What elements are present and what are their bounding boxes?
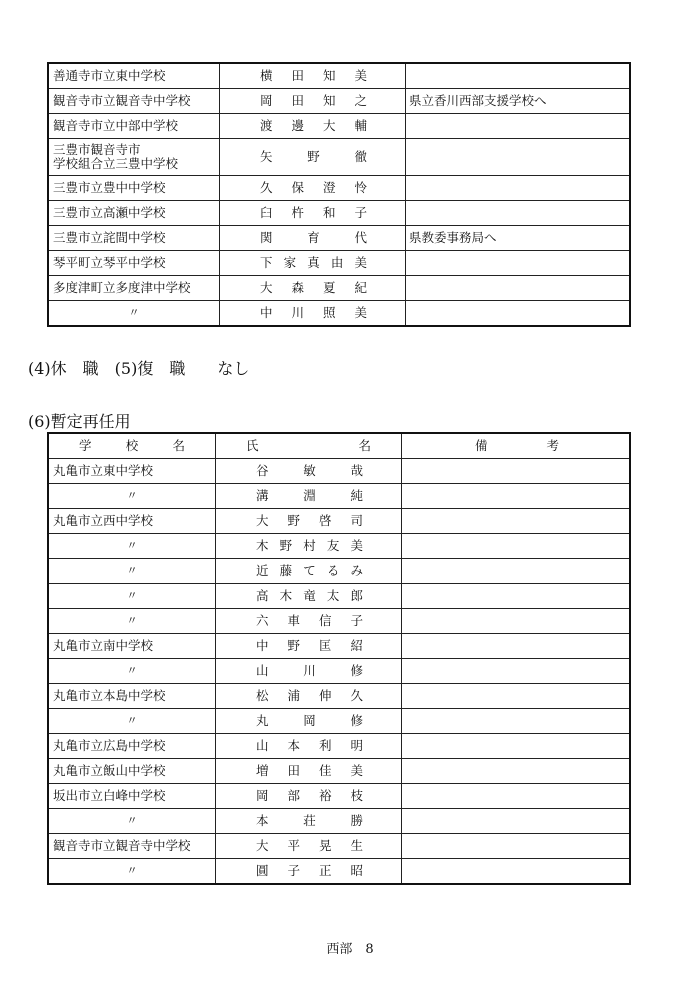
school-cell: 善通寺市立東中学校 — [48, 63, 220, 89]
remark-cell — [402, 684, 631, 709]
name-cell: 大 平 晃 生 — [216, 834, 402, 859]
name-cell: 岡 田 知 之 — [220, 89, 406, 114]
school-cell: 〃 — [48, 484, 216, 509]
remark-cell — [402, 634, 631, 659]
name-cell: 圓 子 正 昭 — [216, 859, 402, 885]
remark-cell: 県教委事務局へ — [406, 226, 631, 251]
school-cell: 丸亀市立南中学校 — [48, 634, 216, 659]
page-footer: 西部 8 — [326, 942, 374, 957]
table-row — [48, 659, 630, 684]
school-cell: 丸亀市立広島中学校 — [48, 734, 216, 759]
table-row — [48, 609, 630, 634]
school-cell: 丸亀市立本島中学校 — [48, 684, 216, 709]
table-row — [48, 859, 630, 885]
name-cell: 木 野 村 友 美 — [216, 534, 402, 559]
school-cell: 観音寺市立観音寺中学校 — [48, 89, 220, 114]
name-cell: 丸 岡 修 — [216, 709, 402, 734]
remark-cell — [402, 509, 631, 534]
reappointment-table — [47, 432, 631, 885]
section-heading-leave-return: (4)休 職 (5)復 職 なし — [28, 359, 250, 378]
table-row — [48, 251, 630, 276]
remark-cell — [402, 534, 631, 559]
remark-cell — [406, 276, 631, 301]
remark-cell — [406, 301, 631, 327]
school-cell: 琴平町立琴平中学校 — [48, 251, 220, 276]
name-cell: 本 荘 勝 — [216, 809, 402, 834]
remark-cell — [406, 63, 631, 89]
school-cell: 〃 — [48, 301, 220, 327]
school-cell: 三豊市立豊中中学校 — [48, 176, 220, 201]
table-row — [48, 834, 630, 859]
remark-cell — [402, 734, 631, 759]
school-cell: 〃 — [48, 609, 216, 634]
name-cell: 下 家 真 由 美 — [220, 251, 406, 276]
school-cell: 〃 — [48, 859, 216, 885]
remark-cell — [402, 834, 631, 859]
school-cell: 〃 — [48, 534, 216, 559]
table-row — [48, 89, 630, 114]
name-cell: 中 野 匡 紹 — [216, 634, 402, 659]
remark-cell — [402, 484, 631, 509]
table-row — [48, 759, 630, 784]
remark-cell — [406, 176, 631, 201]
table-row — [48, 534, 630, 559]
name-cell: 中 川 照 美 — [220, 301, 406, 327]
name-cell: 大 野 啓 司 — [216, 509, 402, 534]
name-cell: 大 森 夏 紀 — [220, 276, 406, 301]
school-cell: 丸亀市立西中学校 — [48, 509, 216, 534]
remark-cell — [406, 251, 631, 276]
name-cell: 溝 淵 純 — [216, 484, 402, 509]
table-row — [48, 509, 630, 534]
name-cell: 六 車 信 子 — [216, 609, 402, 634]
remark-cell — [402, 609, 631, 634]
table-row — [48, 63, 630, 89]
name-cell: 高 木 竜 太 郎 — [216, 584, 402, 609]
name-cell: 矢 野 徹 — [220, 139, 406, 176]
header-school: 学 校 名 — [79, 437, 185, 453]
school-cell: 三豊市観音寺市 学校組合立三豊中学校 — [48, 139, 220, 176]
school-cell: 三豊市立詫間中学校 — [48, 226, 220, 251]
school-cell: 観音寺市立中部中学校 — [48, 114, 220, 139]
school-cell: 〃 — [48, 659, 216, 684]
table-row — [48, 784, 630, 809]
table-row — [48, 201, 630, 226]
school-cell: 〃 — [48, 584, 216, 609]
table-row — [48, 276, 630, 301]
remark-cell — [402, 759, 631, 784]
table-row — [48, 559, 630, 584]
remark-cell — [406, 139, 631, 176]
table-row — [48, 684, 630, 709]
header-remark: 備 考 — [475, 437, 559, 453]
name-cell: 谷 敏 哉 — [216, 459, 402, 484]
section-heading-reappointment: (6)暫定再任用 — [28, 412, 131, 431]
name-cell: 久 保 澄 怜 — [220, 176, 406, 201]
name-cell: 横 田 知 美 — [220, 63, 406, 89]
remark-cell — [402, 459, 631, 484]
remark-cell — [402, 709, 631, 734]
table-row — [48, 809, 630, 834]
remark-cell — [402, 809, 631, 834]
school-cell: 丸亀市立飯山中学校 — [48, 759, 216, 784]
table-header-row — [48, 433, 630, 459]
name-cell: 山 川 修 — [216, 659, 402, 684]
table-row — [48, 226, 630, 251]
school-cell: 多度津町立多度津中学校 — [48, 276, 220, 301]
name-cell: 岡 部 裕 枝 — [216, 784, 402, 809]
school-cell: 三豊市立高瀬中学校 — [48, 201, 220, 226]
school-cell: 〃 — [48, 709, 216, 734]
remark-cell — [402, 559, 631, 584]
table-row — [48, 459, 630, 484]
school-cell: 坂出市立白峰中学校 — [48, 784, 216, 809]
remark-cell — [402, 859, 631, 885]
name-cell: 増 田 佳 美 — [216, 759, 402, 784]
table-row — [48, 734, 630, 759]
table-row — [48, 634, 630, 659]
remark-cell — [402, 659, 631, 684]
remark-cell — [402, 584, 631, 609]
transfer-table — [47, 62, 631, 327]
remark-cell — [406, 114, 631, 139]
name-cell: 関 育 代 — [220, 226, 406, 251]
remark-cell: 県立香川西部支援学校へ — [406, 89, 631, 114]
table-row — [48, 584, 630, 609]
header-name: 氏 名 — [246, 437, 371, 453]
school-cell: 〃 — [48, 559, 216, 584]
school-cell: 観音寺市立観音寺中学校 — [48, 834, 216, 859]
name-cell: 山 本 利 明 — [216, 734, 402, 759]
table-row — [48, 114, 630, 139]
name-cell: 臼 杵 和 子 — [220, 201, 406, 226]
table-row — [48, 139, 630, 176]
school-cell: 〃 — [48, 809, 216, 834]
school-cell: 丸亀市立東中学校 — [48, 459, 216, 484]
table-row — [48, 176, 630, 201]
name-cell: 松 浦 伸 久 — [216, 684, 402, 709]
name-cell: 近 藤 て る み — [216, 559, 402, 584]
remark-cell — [402, 784, 631, 809]
table-row — [48, 484, 630, 509]
name-cell: 渡 邊 大 輔 — [220, 114, 406, 139]
remark-cell — [406, 201, 631, 226]
table-row — [48, 301, 630, 327]
table-row — [48, 709, 630, 734]
